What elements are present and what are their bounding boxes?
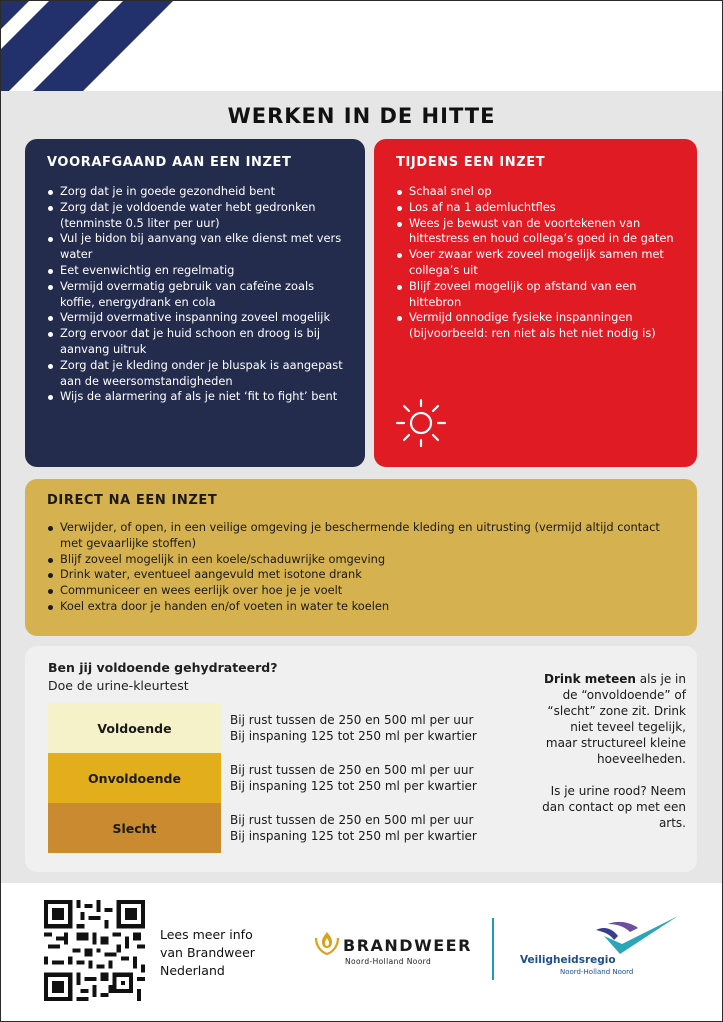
list-item: Zorg ervoor dat je huid schoon en droog is bij aanvang uitruk (47, 326, 343, 358)
hydration-subtitle: Doe de urine-kleurtest (48, 678, 189, 693)
list-item: Blijf zoveel mogelijk in een koele/schaduwrijke omgeving (47, 552, 675, 568)
list-item: Drink water, eventueel aangevuld met isotone drank (47, 567, 675, 583)
red-urine-advice: Is je urine rood? Neem dan contact op met een arts. (542, 784, 686, 830)
effort-advice: Bij inspaning 125 tot 250 ml per kwartier (230, 729, 477, 743)
hydration-advice-note (540, 671, 686, 831)
veiligheidsregio-logo-icon (590, 914, 682, 958)
brandweer-logo-icon (313, 930, 341, 956)
more-info-line: Lees meer info (160, 927, 253, 942)
diagonal-stripes-decoration (1, 1, 201, 91)
list-item: Voer zwaar werk zoveel mogelijk samen met collega’s uit (396, 247, 679, 279)
card-after-list (47, 520, 675, 615)
sun-icon (395, 398, 447, 448)
card-during-heading: TIJDENS EEN INZET (396, 155, 546, 170)
card-after-operation (25, 479, 697, 636)
list-item: Koel extra door je handen en/of voeten in water te koelen (47, 599, 675, 615)
swatch-description (230, 812, 500, 844)
rest-advice: Bij rust tussen de 250 en 500 ml per uur (230, 713, 474, 727)
more-info-line: Nederland (160, 963, 225, 978)
card-after-heading: DIRECT NA EEN INZET (47, 493, 218, 508)
card-before-heading: VOORAFGAAND AAN EEN INZET (47, 155, 292, 170)
veiligheidsregio-subtitle: Noord-Holland Noord (560, 968, 634, 976)
list-item: Vermijd overmatig gebruik van cafeïne zoals koffie, energydrank en cola (47, 279, 343, 311)
list-item: Communiceer en wees eerlijk over hoe je je voelt (47, 583, 675, 599)
list-item: Zorg dat je in goede gezondheid bent (47, 184, 343, 200)
list-item: Eet evenwichtig en regelmatig (47, 263, 343, 279)
card-before-list (47, 184, 343, 405)
drink-advice-text: als je in de “onvoldoende” of “slecht” zone zit. Drink niet teveel tegelijk, maar structureel kleine hoeveelheden. (545, 672, 686, 766)
list-item: Los af na 1 ademluchtfles (396, 200, 679, 216)
list-item: Schaal snel op (396, 184, 679, 200)
list-item: Zorg dat je kleding onder je bluspak is aangepast aan de weersomstandigheden (47, 358, 343, 390)
drink-advice (540, 671, 686, 767)
hydration-question: Ben jij voldoende gehydrateerd? (48, 660, 278, 675)
effort-advice: Bij inspaning 125 tot 250 ml per kwartier (230, 829, 477, 843)
more-info-line: van Brandweer (160, 945, 255, 960)
list-item: Vermijd onnodige fysieke inspanningen (bijvoorbeeld: ren niet als het niet nodig is) (396, 310, 679, 342)
card-during-list (396, 184, 679, 342)
list-item: Blijf zoveel mogelijk op afstand van een hittebron (396, 279, 679, 311)
swatch-label: Voldoende (97, 720, 172, 736)
color-swatch-slecht (48, 803, 221, 853)
list-item: Vermijd overmative inspanning zoveel mogelijk (47, 310, 343, 326)
drink-advice-bold: Drink meteen (544, 672, 636, 686)
qr-code-icon[interactable] (44, 900, 145, 1001)
brandweer-name: BRANDWEER (343, 936, 472, 955)
swatch-description (230, 762, 500, 794)
rest-advice: Bij rust tussen de 250 en 500 ml per uur (230, 813, 474, 827)
page-title: WERKEN IN DE HITTE (227, 104, 496, 128)
header-band (1, 1, 722, 91)
brandweer-subtitle: Noord-Holland Noord (345, 957, 432, 966)
rest-advice: Bij rust tussen de 250 en 500 ml per uur (230, 763, 474, 777)
list-item: Verwijder, of open, in een veilige omgeving je beschermende kleding en uitrusting (vermijd altijd contact met gevaarlijke stoffen) (47, 520, 675, 552)
swatch-description (230, 712, 500, 744)
veiligheidsregio-name: Veiligheidsregio (520, 954, 616, 966)
card-before-operation (25, 139, 365, 467)
list-item: Zorg dat je voldoende water hebt gedronken (tenminste 0.5 liter per uur) (47, 200, 343, 232)
color-swatch-voldoende (48, 703, 221, 753)
swatch-label: Onvoldoende (88, 770, 181, 786)
effort-advice: Bij inspaning 125 tot 250 ml per kwartier (230, 779, 477, 793)
list-item: Vul je bidon bij aanvang van elke dienst met vers water (47, 231, 343, 263)
list-item: Wees je bewust van de voortekenen van hittestress en houd collega’s goed in de gaten (396, 216, 679, 248)
logo-divider (492, 918, 494, 980)
swatch-label: Slecht (112, 820, 157, 836)
color-swatch-onvoldoende (48, 753, 221, 803)
list-item: Wijs de alarmering af als je niet ‘fit to fight’ bent (47, 389, 343, 405)
more-info-text (160, 926, 255, 980)
